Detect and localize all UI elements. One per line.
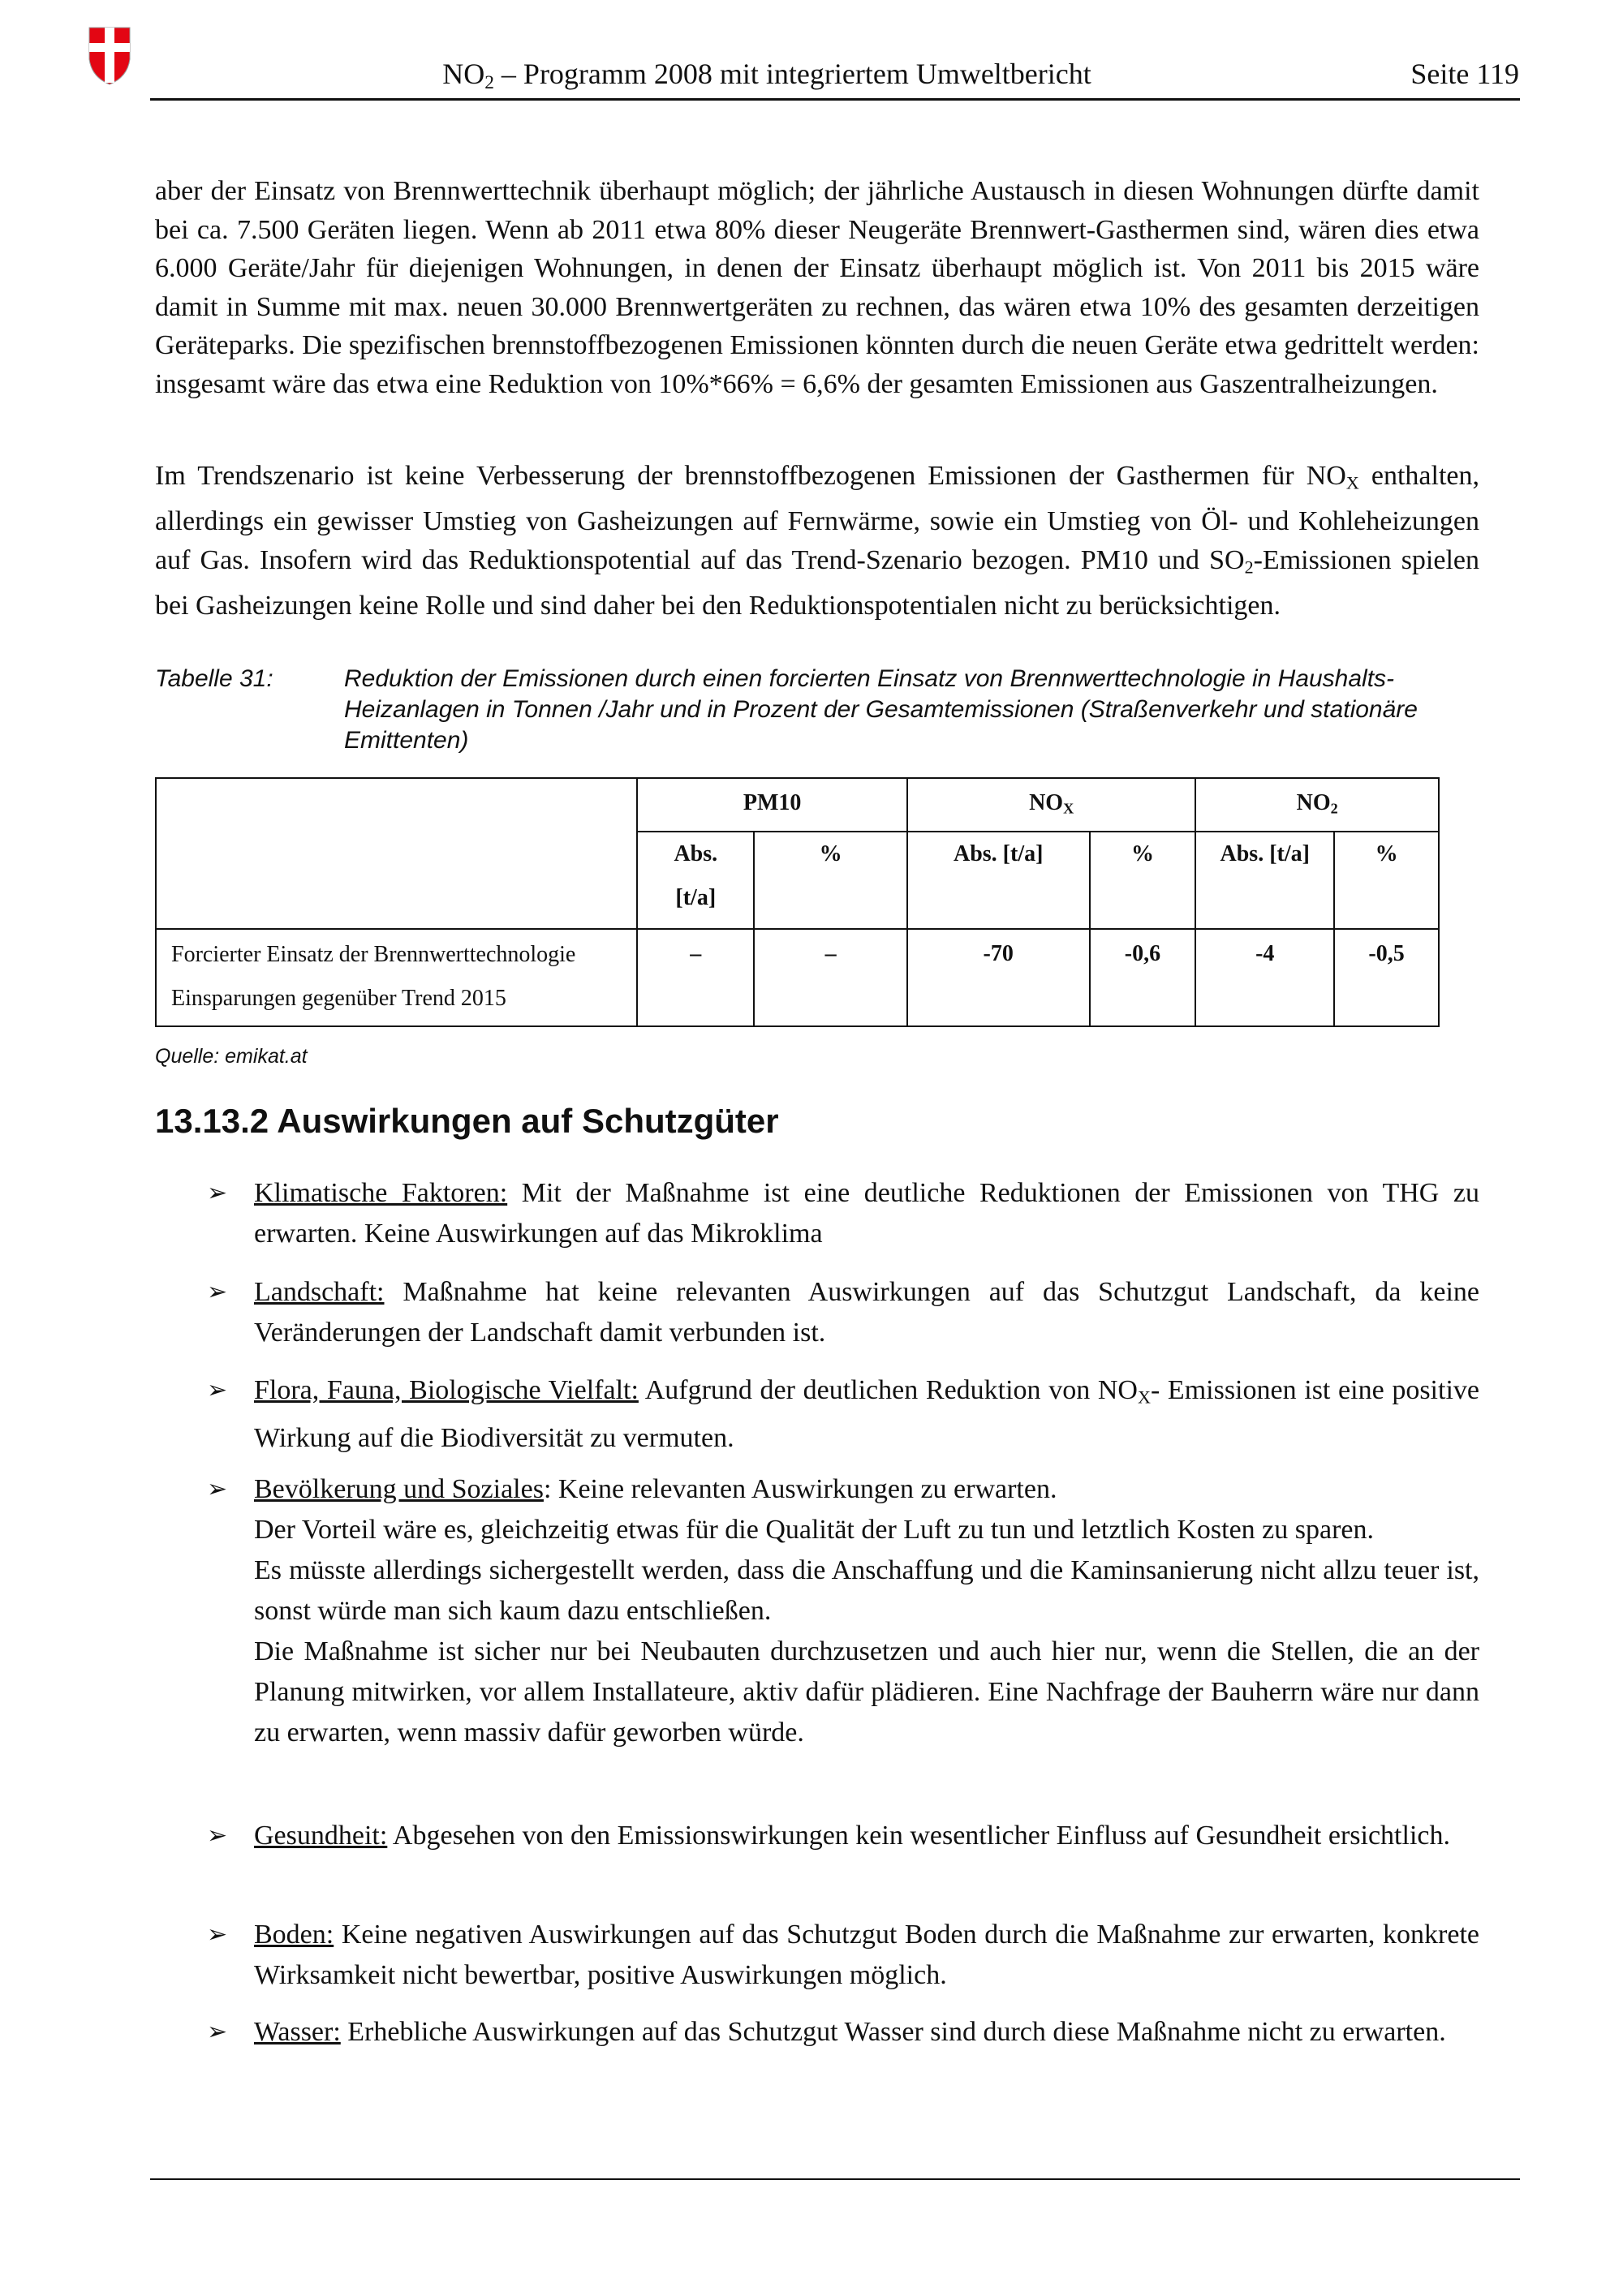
cell: – — [754, 929, 907, 1026]
subscript: X — [1063, 800, 1074, 817]
bullet-label: Landschaft: — [254, 1277, 385, 1307]
table-caption — [155, 664, 1453, 756]
bullet-item — [207, 1272, 1479, 1353]
header-no2 — [1195, 778, 1439, 832]
bullet-label: Gesundheit: — [254, 1821, 388, 1851]
arrow-bullet-icon: ➢ — [207, 1377, 228, 1404]
cell: -0,6 — [1090, 929, 1196, 1026]
paragraph-2 — [155, 457, 1479, 625]
vienna-coat-of-arms-logo — [88, 27, 131, 85]
bullet-item — [207, 1173, 1479, 1254]
bullet-item — [207, 1915, 1479, 1996]
subscript: 2 — [1330, 800, 1338, 817]
cell: – — [637, 929, 754, 1026]
bullet-text: Abgesehen von den Emissionswirkungen kein wesentlicher Einfluss auf Gesundheit ersichtlich. — [387, 1821, 1450, 1851]
arrow-bullet-icon: ➢ — [207, 2019, 228, 2045]
bullet-label: Boden: — [254, 1920, 334, 1950]
caption-text: Reduktion der Emissionen durch einen forcierten Einsatz von Brennwerttechnologie in Haushalts-Heizanlagen in Tonnen /Jahr und in Prozent der Gesamtemissionen (Straßenverkehr und stationäre Emittenten) — [344, 665, 1418, 754]
bullet-text: Aufgrund der deutlichen Reduktion von NO — [638, 1375, 1138, 1405]
table-source: Quelle: emikat.at — [155, 1045, 308, 1068]
bullet-text: Maßnahme hat keine relevanten Auswirkungen auf das Schutzgut Landschaft, da keine Veränderungen der Landschaft damit verbunden ist. — [254, 1277, 1479, 1348]
empty-header-cell — [156, 778, 637, 929]
bullet-text: Es müsste allerdings sichergestellt werden, dass die Anschaffung und die Kaminsanierung nicht allzu teuer ist, sonst würde man sich kaum dazu entschließen. — [254, 1555, 1479, 1626]
row-label-line: Forcierter Einsatz der Brennwerttechnologie — [171, 942, 576, 967]
bullet-text: - Emissionen ist eine positive Wirkung auf die Biodiversität zu vermuten. — [254, 1375, 1479, 1453]
arrow-bullet-icon: ➢ — [207, 1921, 228, 1948]
text: NO — [1296, 790, 1331, 815]
bullet-text: : Keine relevanten Auswirkungen zu erwarten. — [543, 1474, 1057, 1504]
bullet-text: Der Vorteil wäre es, gleichzeitig etwas für die Qualität der Luft zu tun und letztlich Kosten zu sparen. — [254, 1515, 1375, 1545]
cell: -70 — [907, 929, 1090, 1026]
bullet-label: Flora, Fauna, Biologische Vielfalt: — [254, 1375, 639, 1405]
subscript: X — [1137, 1387, 1151, 1408]
header-subscript: 2 — [484, 71, 494, 93]
footer-divider — [150, 2178, 1520, 2180]
header-pm10: PM10 — [637, 778, 907, 832]
bullet-item — [207, 1370, 1479, 1459]
bullet-text: Die Maßnahme ist sicher nur bei Neubauten durchzusetzen und auch hier nur, wenn die Stellen, die an der Planung mitwirken, vor allem Installateure, aktiv dafür plädieren. Eine Nachfrage der Bauherrn wäre nur dann zu erwarten, wenn massiv dafür geworben würde. — [254, 1636, 1479, 1748]
cell: -4 — [1195, 929, 1334, 1026]
arrow-bullet-icon: ➢ — [207, 1822, 228, 1849]
bullet-label: Wasser: — [254, 2017, 341, 2047]
text: enthalten, allerdings ein gewisser Umstieg von Gasheizungen auf Fernwärme, sowie ein Umstieg von Öl- und Kohleheizungen auf Gas. Insofern wird das Reduktionspotential auf das Trend-Szenario bezogen. PM10 und SO — [155, 461, 1479, 575]
arrow-bullet-icon: ➢ — [207, 1476, 228, 1503]
row-label — [156, 929, 637, 1026]
bullet-item — [207, 1816, 1479, 1856]
subscript: 2 — [1244, 557, 1254, 578]
table-row — [156, 929, 1439, 1026]
bullet-text: Erhebliche Auswirkungen auf das Schutzgut Wasser sind durch diese Maßnahme nicht zu erwarten. — [340, 2017, 1446, 2047]
bullet-item — [207, 1469, 1479, 1753]
cell: -0,5 — [1334, 929, 1439, 1026]
subheader: Abs. [t/a] — [637, 832, 754, 929]
header-nox — [907, 778, 1195, 832]
emissions-table — [155, 777, 1440, 1027]
arrow-bullet-icon: ➢ — [207, 1180, 228, 1206]
row-label-line: Einsparungen gegenüber Trend 2015 — [171, 986, 506, 1011]
text: -Emissionen spielen bei Gasheizungen keine Rolle und sind daher bei den Reduktionspotentialen nicht zu berücksichtigen. — [155, 544, 1479, 621]
arrow-bullet-icon: ➢ — [207, 1279, 228, 1305]
bullet-label: Bevölkerung und Soziales — [254, 1474, 544, 1504]
subheader: % — [754, 832, 907, 929]
header-title-rest: – Programm 2008 mit integriertem Umweltbericht — [493, 58, 1091, 90]
bullet-text: Keine negativen Auswirkungen auf das Schutzgut Boden durch die Maßnahme zur erwarten, konkrete Wirksamkeit nicht bewertbar, positive Auswirkungen möglich. — [254, 1920, 1479, 1990]
paragraph-1: aber der Einsatz von Brennwerttechnik überhaupt möglich; der jährliche Austausch in diesen Wohnungen dürfte damit bei ca. 7.500 Geräten liegen. Wenn ab 2011 etwa 80% dieser Neugeräte Brennwert-Gasthermen sind, wären dies etwa 6.000 Geräte/Jahr für diejenigen Wohnungen, in denen der Einsatz überhaupt möglich ist. Von 2011 bis 2015 wäre damit in Summe mit max. neuen 30.000 Brennwertgeräten zu rechnen, das wären etwa 10% des gesamten derzeitigen Geräteparks. Die spezifischen brennstoffbezogenen Emissionen könnten durch die neuen Geräte etwa gedrittelt werden: insgesamt wäre das etwa eine Reduktion von 10%*66% = 6,6% der gesamten Emissionen aus Gaszentralheizungen. — [155, 176, 1479, 399]
bullet-item — [207, 2012, 1479, 2053]
text: Im Trendszenario ist keine Verbesserung der brennstoffbezogenen Emissionen der Gasthermen für NO — [155, 461, 1346, 491]
header-divider — [150, 98, 1520, 101]
subheader: % — [1090, 832, 1196, 929]
table-header-row — [156, 778, 1439, 832]
page-number: Seite 119 — [1410, 58, 1519, 90]
subheader: % — [1334, 832, 1439, 929]
caption-label: Tabelle 31: — [155, 665, 273, 692]
section-heading: 13.13.2 Auswirkungen auf Schutzgüter — [155, 1102, 779, 1140]
bullet-text: Mit der Maßnahme ist eine deutliche Reduktionen der Emissionen von THG zu erwarten. Keine Auswirkungen auf das Mikroklima — [254, 1178, 1479, 1249]
text: NO — [1029, 790, 1064, 815]
header-title-text: NO — [442, 58, 485, 90]
subheader: Abs. [t/a] — [907, 832, 1090, 929]
header-title — [150, 57, 1384, 94]
subheader: Abs. [t/a] — [1195, 832, 1334, 929]
bullet-label: Klimatische Faktoren: — [254, 1178, 508, 1208]
subscript: X — [1345, 472, 1359, 493]
